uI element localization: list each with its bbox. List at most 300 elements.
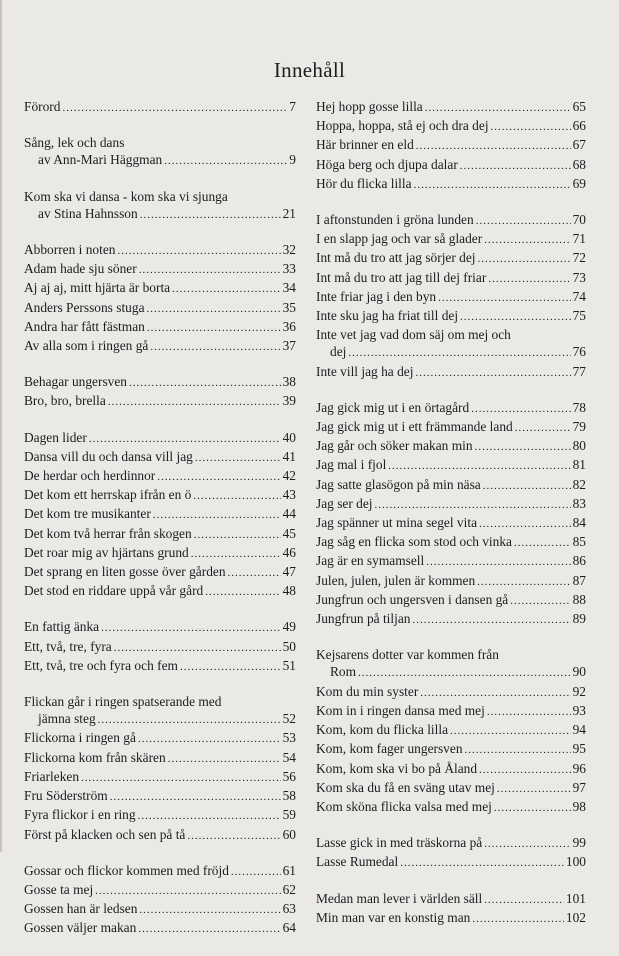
- dot-leader: [228, 563, 281, 582]
- toc-entry-title: Inte friar jag i den byn: [316, 288, 437, 304]
- toc-page-number: 35: [282, 299, 296, 315]
- toc-entry: [316, 533, 586, 552]
- toc-entry-title: Medan man lever i världen säll: [316, 890, 483, 906]
- toc-entry-title: Dagen lider: [24, 429, 87, 445]
- dot-leader: [348, 343, 570, 362]
- toc-entry-title: Int må du tro att jag till dej friar: [316, 269, 487, 285]
- toc-entry-title: Hoppa, hoppa, stå ej och dra dej: [316, 118, 489, 134]
- toc-page-number: 62: [282, 881, 296, 897]
- toc-entry-title: Det kom ett herrskap ifrån en ö: [24, 487, 192, 503]
- dot-leader: [138, 919, 280, 938]
- toc-entry: [24, 318, 296, 337]
- toc-entry-title: Kom, kom ska vi bo på Åland: [316, 760, 478, 776]
- toc-entry: [316, 343, 586, 362]
- toc-page-number: 95: [572, 741, 586, 757]
- toc-entry-title: Det roar mig av hjärtans grund: [24, 544, 189, 560]
- toc-entry-title: Jag ser dej: [316, 495, 373, 511]
- toc-entry-title: Ett, två, tre och fyra och fem: [24, 657, 178, 673]
- toc-entry: [316, 683, 586, 702]
- toc-entry: [24, 806, 296, 825]
- toc-entry-title: Det sprang en liten gosse över gården: [24, 564, 226, 580]
- toc-entry: [24, 638, 296, 657]
- dot-leader: [194, 525, 281, 544]
- toc-entry-title: Förord: [24, 99, 61, 114]
- toc-group: [24, 241, 296, 356]
- dot-leader: [484, 834, 570, 853]
- toc-page-number: 42: [282, 468, 296, 484]
- toc-entry: [316, 663, 586, 682]
- toc-page-number: 45: [282, 525, 296, 541]
- toc-entry-title-line: Inte vet jag vad dom säj om mej och: [316, 327, 511, 343]
- toc-entry: [24, 657, 296, 676]
- toc-page-number: 52: [282, 711, 296, 727]
- toc-entry-title: Bro, bro, brella: [24, 393, 106, 409]
- toc-entry-title: Min man var en konstig man: [316, 909, 471, 925]
- dot-leader: [195, 448, 281, 467]
- dot-leader: [62, 98, 287, 117]
- toc-entry-title: Gossar och flickor kommen med fröjd: [24, 862, 229, 878]
- toc-entry-title-line: Kom ska vi dansa - kom ska vi sjunga: [24, 188, 228, 204]
- toc-page-number: 85: [572, 534, 586, 550]
- dot-leader: [460, 156, 571, 175]
- toc-entry: [316, 798, 586, 817]
- toc-entry-title: av Ann-Mari Häggman: [38, 152, 163, 168]
- toc-entry-title: Jungfrun på tiljan: [316, 611, 411, 627]
- toc-entry-title: Kom du min syster: [316, 683, 419, 699]
- toc-entry-title: jämna steg: [38, 711, 96, 727]
- toc-page-number: 72: [572, 250, 586, 266]
- toc-entry: [316, 456, 586, 475]
- toc-group: [24, 188, 296, 224]
- toc-entry-title: Inte vill jag ha dej: [316, 363, 414, 379]
- dot-leader: [98, 710, 281, 729]
- toc-entry-title-line: Flickan går i ringen spatserande med: [24, 694, 222, 710]
- toc-page-number: 79: [572, 419, 586, 435]
- toc-entry: [316, 514, 586, 533]
- dot-leader: [484, 230, 570, 249]
- toc-page-number: 99: [572, 835, 586, 851]
- toc-entry-title: En fattig änka: [24, 619, 100, 635]
- toc-entry-title: Kom in i ringen dansa med mej: [316, 702, 485, 718]
- toc-entry: [24, 98, 296, 117]
- toc-entry-title: Flickorna i ringen gå: [24, 730, 136, 746]
- toc-entry-title: Andra har fått fästman: [24, 318, 145, 334]
- dot-leader: [101, 618, 281, 637]
- toc-entry: [316, 437, 586, 456]
- toc-entry-title: Höga berg och djupa dalar: [316, 156, 458, 172]
- toc-page-number: 49: [282, 619, 296, 635]
- toc-entry: [24, 563, 296, 582]
- toc-entry-title: Det stod en riddare uppå vår gård: [24, 583, 204, 599]
- toc-entry-title: Abborren i noten: [24, 242, 116, 258]
- dot-leader: [108, 392, 281, 411]
- toc-left-column: [24, 98, 296, 956]
- toc-entry-title: Gossen väljer makan: [24, 920, 137, 936]
- dot-leader: [488, 269, 570, 288]
- toc-entry: [24, 151, 296, 170]
- toc-entry-title: Gossen han är ledsen: [24, 901, 138, 917]
- toc-group: [24, 134, 296, 170]
- toc-entry: [316, 249, 586, 268]
- toc-page-number: 86: [572, 553, 586, 569]
- toc-entry-title: Jag går och söker makan min: [316, 438, 473, 454]
- dot-leader: [388, 456, 570, 475]
- dot-leader: [472, 909, 564, 928]
- dot-leader: [129, 373, 281, 392]
- toc-page-number: 88: [572, 591, 586, 607]
- toc-page-number: 76: [572, 344, 586, 360]
- toc-entry: [316, 117, 586, 136]
- toc-page-number: 102: [565, 909, 586, 925]
- toc-page-number: 83: [572, 495, 586, 511]
- toc-entry-title: Först på klacken och sen på tå: [24, 826, 186, 842]
- dot-leader: [147, 318, 281, 337]
- toc-entry: [24, 729, 296, 748]
- toc-entry: [24, 525, 296, 544]
- dot-leader: [483, 476, 571, 495]
- toc-entry-title: Jag är en symamsell: [316, 553, 425, 569]
- toc-entry: [316, 721, 586, 740]
- toc-group: [316, 98, 586, 194]
- dot-leader: [438, 288, 571, 307]
- toc-entry-title: Dansa vill du och dansa vill jag: [24, 448, 193, 464]
- toc-entry: [316, 591, 586, 610]
- toc-entry: [24, 862, 296, 881]
- toc-group: [316, 399, 586, 629]
- dot-leader: [89, 429, 281, 448]
- toc-entry-title: Adam hade sju söner: [24, 261, 137, 277]
- toc-entry: [316, 610, 586, 629]
- toc-entry-title: I aftonstunden i gröna lunden: [316, 212, 474, 228]
- toc-page-number: 65: [572, 99, 586, 114]
- toc-page-number: 51: [282, 657, 296, 673]
- toc-entry-title: Rom: [330, 664, 357, 680]
- toc-page-number: 37: [282, 338, 296, 354]
- toc-page-number: 58: [282, 788, 296, 804]
- toc-entry: [24, 205, 296, 224]
- toc-group: [316, 211, 586, 382]
- toc-group: [24, 98, 296, 117]
- toc-entry-title: Gosse ta mej: [24, 881, 94, 897]
- toc-entry: [316, 175, 586, 194]
- dot-leader: [425, 98, 571, 117]
- toc-entry-title: Kom sköna flicka valsa med mej: [316, 798, 492, 814]
- dot-leader: [450, 721, 571, 740]
- dot-leader: [497, 779, 571, 798]
- toc-entry-title: Ett, två, tre, fyra: [24, 638, 112, 654]
- toc-entry: [24, 618, 296, 637]
- toc-entry: [316, 909, 586, 928]
- toc-entry: [316, 740, 586, 759]
- toc-page-number: 34: [282, 280, 296, 296]
- dot-leader: [164, 151, 287, 170]
- dot-leader: [414, 175, 571, 194]
- toc-page-number: 38: [282, 374, 296, 390]
- toc-entry: [316, 418, 586, 437]
- toc-group: [24, 693, 296, 845]
- dot-leader: [150, 337, 280, 356]
- toc-page-number: 9: [289, 152, 296, 168]
- toc-entry: [316, 156, 586, 175]
- toc-page-number: 54: [282, 749, 296, 765]
- toc-entry-title: Jag spänner ut mina segel vita: [316, 515, 478, 531]
- toc-entry: [316, 779, 586, 798]
- toc-page-number: 89: [572, 611, 586, 627]
- toc-entry-title-line: Sång, lek och dans: [24, 135, 125, 151]
- toc-entry: [24, 486, 296, 505]
- toc-page-number: 61: [282, 862, 296, 878]
- toc-page-number: 94: [572, 722, 586, 738]
- dot-leader: [168, 749, 281, 768]
- toc-entry-title: Aj aj aj, mitt hjärta är borta: [24, 280, 171, 296]
- toc-page-number: 44: [282, 506, 296, 522]
- toc-page-number: 43: [282, 487, 296, 503]
- toc-page-number: 66: [572, 118, 586, 134]
- toc-entry-title: Det kom två herrar från skogen: [24, 525, 192, 541]
- toc-entry-title: Behagar ungersven: [24, 374, 127, 390]
- dot-leader: [479, 514, 571, 533]
- toc-entry-title: Friarleken: [24, 768, 80, 784]
- toc-entry: [316, 211, 586, 230]
- toc-entry: [24, 749, 296, 768]
- dot-leader: [420, 683, 570, 702]
- toc-entry-title: Jag såg en flicka som stod och vinka: [316, 534, 512, 550]
- toc-entry-title-line: Kejsarens dotter var kommen från: [316, 647, 499, 663]
- dot-leader: [117, 241, 280, 260]
- toc-entry: [24, 710, 296, 729]
- toc-entry: [24, 505, 296, 524]
- toc-entry-title: Jungfrun och ungersven i dansen gå: [316, 591, 509, 607]
- dot-leader: [476, 211, 571, 230]
- toc-page-number: 82: [572, 476, 586, 492]
- dot-leader: [400, 853, 564, 872]
- dot-leader: [187, 826, 280, 845]
- toc-entry-title: Jag gick mig ut i en örtagård: [316, 399, 470, 415]
- dot-leader: [484, 890, 564, 909]
- toc-page-number: 80: [572, 438, 586, 454]
- toc-entry: [316, 136, 586, 155]
- toc-entry-title: Hej hopp gosse lilla: [316, 99, 423, 114]
- toc-group: [316, 834, 586, 872]
- toc-entry-title: Jag mal i fjol: [316, 457, 387, 473]
- dot-leader: [415, 363, 570, 382]
- toc-entry-title: Fru Söderström: [24, 788, 108, 804]
- toc-page-number: 96: [572, 760, 586, 776]
- dot-leader: [487, 702, 571, 721]
- toc-group: [316, 890, 586, 928]
- toc-entry: [24, 279, 296, 298]
- toc-page-number: 70: [572, 212, 586, 228]
- toc-entry-title: Fyra flickor i en ring: [24, 807, 136, 823]
- dot-leader: [515, 418, 571, 437]
- dot-leader: [475, 437, 571, 456]
- toc-entry: [24, 260, 296, 279]
- dot-leader: [471, 399, 570, 418]
- toc-entry: [24, 429, 296, 448]
- toc-entry-title: Julen, julen, julen är kommen: [316, 572, 476, 588]
- toc-page-number: 60: [282, 826, 296, 842]
- toc-entry-title: Flickorna kom från skären: [24, 749, 166, 765]
- toc-entry-title: dej: [330, 344, 347, 360]
- toc-entry-title: Hör du flicka lilla: [316, 175, 412, 191]
- toc-entry-title: Jag satte glasögon på min näsa: [316, 476, 481, 492]
- toc-entry: [316, 552, 586, 571]
- toc-entry: [24, 881, 296, 900]
- dot-leader: [412, 610, 570, 629]
- page-title: Innehåll: [273, 58, 346, 82]
- toc-entry: [316, 834, 586, 853]
- toc-page-number: 50: [282, 638, 296, 654]
- dot-leader: [510, 591, 570, 610]
- toc-group: [24, 429, 296, 602]
- dot-leader: [479, 760, 571, 779]
- toc-page-number: 87: [572, 572, 586, 588]
- toc-page-number: 39: [282, 393, 296, 409]
- toc-entry: [316, 760, 586, 779]
- toc-page-number: 69: [572, 175, 586, 191]
- dot-leader: [465, 740, 571, 759]
- toc-entry-title: Inte sku jag ha friat till dej: [316, 308, 459, 324]
- dot-leader: [110, 787, 281, 806]
- toc-entry: [24, 299, 296, 318]
- toc-page-number: 68: [572, 156, 586, 172]
- toc-group: [24, 373, 296, 411]
- toc-entry-title: Av alla som i ringen gå: [24, 338, 149, 354]
- toc-page-number: 101: [565, 890, 586, 906]
- toc-entry: [24, 826, 296, 845]
- toc-page-number: 81: [572, 457, 586, 473]
- toc-entry: [24, 544, 296, 563]
- toc-entry: [316, 890, 586, 909]
- toc-page-number: 75: [572, 308, 586, 324]
- toc-page-number: 84: [572, 515, 586, 531]
- toc-entry: [24, 768, 296, 787]
- dot-leader: [491, 117, 571, 136]
- page-edge: [0, 0, 3, 852]
- dot-leader: [147, 299, 281, 318]
- toc-page-number: 77: [572, 363, 586, 379]
- toc-entry: [24, 582, 296, 601]
- toc-page-number: 73: [572, 269, 586, 285]
- toc-entry: [316, 495, 586, 514]
- toc-entry: [316, 853, 586, 872]
- dot-leader: [138, 729, 281, 748]
- toc-page-number: 41: [282, 448, 296, 464]
- toc-page-number: 48: [282, 583, 296, 599]
- toc-entry: [316, 572, 586, 591]
- dot-leader: [358, 663, 571, 682]
- dot-leader: [205, 582, 280, 601]
- toc-right-column: [316, 98, 586, 945]
- dot-leader: [494, 798, 571, 817]
- toc-page-number: 71: [572, 231, 586, 247]
- dot-leader: [139, 260, 281, 279]
- toc-group: [24, 618, 296, 676]
- dot-leader: [139, 900, 280, 919]
- dot-leader: [375, 495, 571, 514]
- toc-entry: [24, 337, 296, 356]
- toc-page-number: 92: [572, 683, 586, 699]
- toc-entry-title: I en slapp jag och var så glader: [316, 231, 483, 247]
- toc-page-number: 98: [572, 798, 586, 814]
- toc-entry: [316, 702, 586, 721]
- dot-leader: [514, 533, 571, 552]
- toc-page-number: 21: [282, 205, 296, 221]
- toc-page-number: 74: [572, 288, 586, 304]
- toc-entry: [316, 98, 586, 117]
- toc-page-number: 47: [282, 564, 296, 580]
- toc-entry: [316, 230, 586, 249]
- toc-entry: [316, 399, 586, 418]
- toc-page-number: 32: [282, 242, 296, 258]
- toc-entry-title: Kom, kom du flicka lilla: [316, 722, 449, 738]
- dot-leader: [426, 552, 570, 571]
- toc-page-number: 78: [572, 399, 586, 415]
- toc-entry: [24, 392, 296, 411]
- toc-group: [24, 862, 296, 939]
- toc-group: [316, 646, 586, 817]
- toc-page-number: 64: [282, 920, 296, 936]
- toc-entry: [24, 467, 296, 486]
- dot-leader: [172, 279, 280, 298]
- dot-leader: [95, 881, 280, 900]
- toc-entry-title: Kom, kom fager ungersven: [316, 741, 463, 757]
- toc-entry-title: Lasse gick in med träskorna på: [316, 835, 483, 851]
- dot-leader: [193, 486, 280, 505]
- toc-entry: [24, 373, 296, 392]
- dot-leader: [153, 505, 281, 524]
- dot-leader: [138, 806, 281, 825]
- toc-entry-title: Anders Perssons stuga: [24, 299, 145, 315]
- toc-entry: [316, 363, 586, 382]
- dot-leader: [478, 249, 571, 268]
- toc-entry: [316, 307, 586, 326]
- toc-page-number: 63: [282, 901, 296, 917]
- toc-entry-title: Det kom tre musikanter: [24, 506, 151, 522]
- dot-leader: [140, 205, 281, 224]
- toc-entry-title: av Stina Hahnsson: [38, 205, 138, 221]
- toc-page-number: 67: [572, 137, 586, 153]
- toc-page-number: 36: [282, 318, 296, 334]
- toc-page-number: 56: [282, 768, 296, 784]
- toc-page-number: 33: [282, 261, 296, 277]
- toc-entry: [316, 269, 586, 288]
- toc-page-number: 53: [282, 730, 296, 746]
- toc-entry-title: Jag gick mig ut i ett främmande land: [316, 419, 513, 435]
- toc-entry: [316, 476, 586, 495]
- toc-entry: [24, 787, 296, 806]
- toc-entry: [24, 241, 296, 260]
- toc-entry: [24, 900, 296, 919]
- dot-leader: [231, 862, 281, 881]
- toc-page-number: 93: [572, 702, 586, 718]
- toc-page-number: 97: [572, 779, 586, 795]
- toc-page-number: 90: [572, 664, 586, 680]
- dot-leader: [191, 544, 281, 563]
- toc-entry: [24, 919, 296, 938]
- dot-leader: [81, 768, 281, 787]
- toc-entry-title: Kom ska du få en sväng utav mej: [316, 779, 495, 795]
- toc-entry-title: Lasse Rumedal: [316, 854, 399, 870]
- toc-entry-title: Här brinner en eld: [316, 137, 414, 153]
- toc-entry-title: De herdar och herdinnor: [24, 468, 156, 484]
- toc-page-number: 100: [565, 854, 586, 870]
- toc-entry: [24, 448, 296, 467]
- toc-entry-title: Int må du tro att jag sörjer dej: [316, 250, 476, 266]
- dot-leader: [114, 638, 281, 657]
- dot-leader: [416, 136, 571, 155]
- dot-leader: [460, 307, 571, 326]
